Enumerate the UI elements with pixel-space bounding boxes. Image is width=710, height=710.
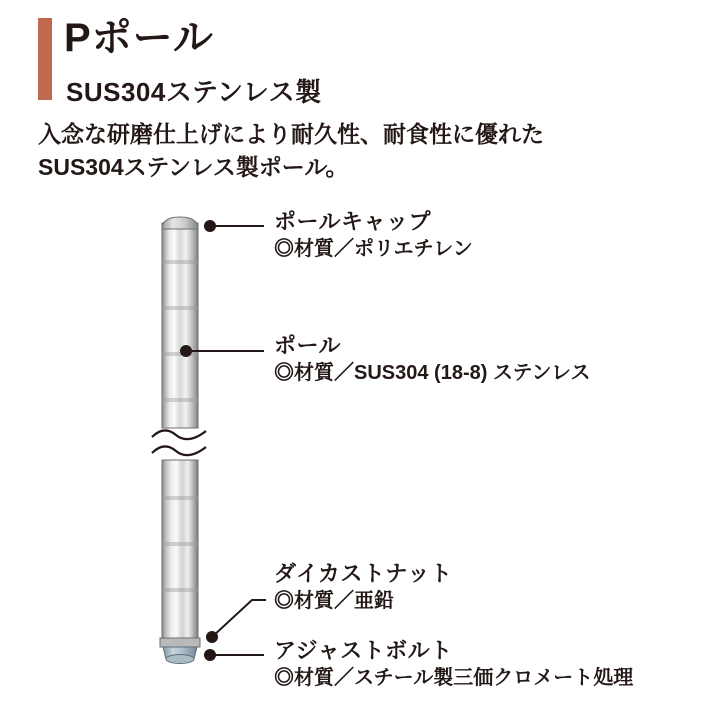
lead-line-1: 入念な研磨仕上げにより耐久性、耐食性に優れた	[38, 121, 544, 147]
page-title: Pポール	[64, 16, 214, 60]
callout-material: ◎材質／ポリエチレン	[274, 238, 473, 261]
page-subtitle: SUS304ステンレス製	[66, 77, 322, 107]
callout-label: アジャストボルト	[274, 638, 453, 663]
lead-paragraph	[38, 118, 698, 183]
callout-material: ◎材質／亜鉛	[274, 590, 394, 613]
pole-illustration	[150, 215, 230, 675]
title-accent-bar	[38, 18, 52, 100]
lead-line-2: SUS304ステンレス製ポール。	[38, 153, 349, 180]
callout-label: ポールキャップ	[274, 209, 432, 234]
callout-material: ◎材質／SUS304 (18-8) ステンレス	[274, 362, 591, 385]
callout-label: ダイカストナット	[274, 561, 453, 586]
callout-material: ◎材質／スチール製三価クロメート処理	[274, 667, 634, 690]
callout-pole	[274, 332, 590, 386]
callout-adjust-bolt	[274, 637, 633, 691]
callout-die-cast-nut	[274, 560, 452, 614]
callout-label: ポール	[274, 333, 342, 358]
callout-pole-cap	[274, 208, 473, 262]
